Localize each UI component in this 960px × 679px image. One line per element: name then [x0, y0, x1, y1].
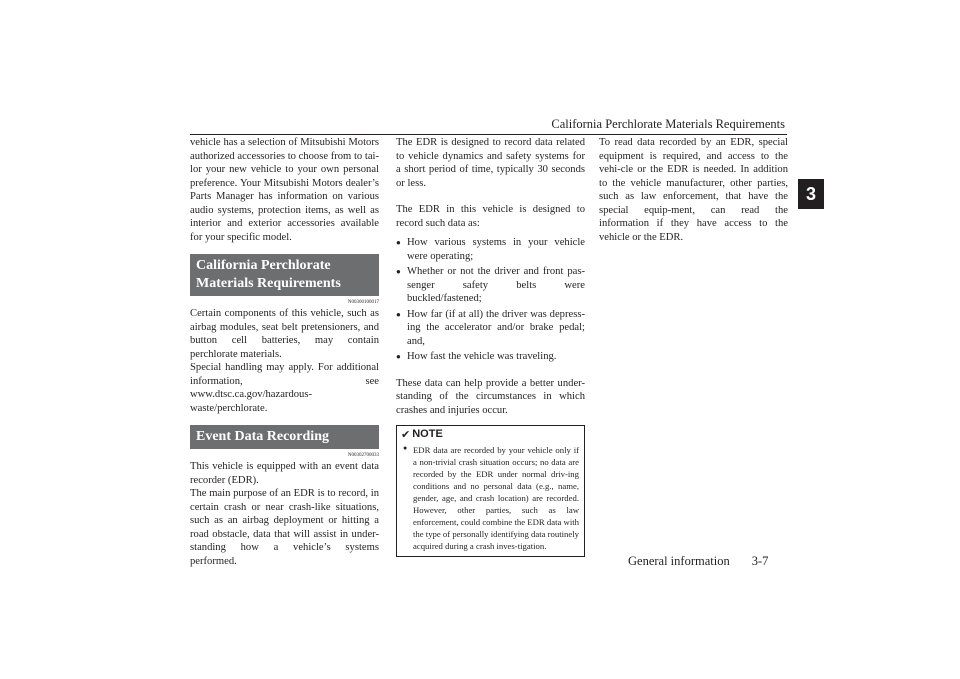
- perchlorate-paragraph-2: Special handling may apply. For additional information, see www.dtsc.ca.gov/hazardous-waste/perchlorate.: [190, 362, 379, 414]
- list-item: [396, 236, 585, 263]
- page-footer: [628, 554, 768, 569]
- note-box: [396, 425, 585, 557]
- edr-benefit-paragraph: These data can help provide a better under-standing of the circumstances in which crashes and injuries occur.: [396, 377, 585, 416]
- list-item: [396, 308, 585, 349]
- perchlorate-paragraph-1: Certain components of this vehicle, such as airbag modules, seat belt pretensioners, and button cell batteries, may contain perchlorate materials.: [190, 308, 379, 360]
- edr-paragraph-1: This vehicle is equipped with an event data recorder (EDR).: [190, 461, 379, 486]
- checkmark-icon: ✔: [401, 428, 411, 441]
- column-1: [190, 136, 379, 568]
- edr-access-paragraph: To read data recorded by an EDR, special equipment is required, and access to the vehi-cle or the EDR is needed. In addition to the vehicle manufacturer, other parties, such as law enforcement, that have the special equip-ment, can read the information if they have access to the vehicle or the EDR.: [599, 137, 788, 243]
- page-number: 3-7: [751, 554, 769, 568]
- edr-design-paragraph: The EDR is designed to record data related to vehicle dynamics and safety systems for a short period of time, typically 30 seconds or less.: [396, 137, 585, 189]
- edr-data-intro: The EDR in this vehicle is designed to record such data as:: [396, 204, 585, 229]
- edr-paragraph-2: The main purpose of an EDR is to record, in certain crash or near crash-like situations, such as an airbag deployment or hitting a road obstacle, data that will assist in under-standing how a vehicle’s systems performed.: [190, 488, 379, 567]
- note-body: EDR data are recorded by your vehicle only if a non-trivial crash situation occurs; no data are recorded by the EDR under normal driv-ing conditions and no personal data (e.g., name, gender, age, and crash location) are recorded. However, other parties, such as law enforcement, could combine the EDR data with the type of personally identifying data routinely acquired during a crash inves-tigation.: [413, 444, 579, 551]
- list-item-text: How far (if at all) the driver was depress-ing the accelerator and/or brake pedal; and,: [407, 308, 585, 347]
- note-label: NOTE: [412, 428, 443, 440]
- bullet-circle-icon: ●: [396, 309, 401, 319]
- note-text: [397, 442, 584, 552]
- running-header-title: California Perchlorate Materials Requirements: [551, 117, 785, 131]
- edr-data-list: [396, 236, 585, 364]
- note-header: [397, 426, 584, 442]
- bullet-circle-icon: ●: [396, 352, 401, 361]
- bullet-circle-icon: ●: [396, 267, 401, 276]
- bullet-circle-icon: ●: [403, 443, 408, 452]
- list-item: [396, 350, 585, 364]
- list-item-text: Whether or not the driver and front pas-senger safety belts were buckled/fastened;: [407, 266, 585, 304]
- intro-paragraph: vehicle has a selection of Mitsubishi Motors authorized accessories to choose from to tai-lor your new vehicle to your own personal preference. Your Mitsubishi Motors dealer’s Parts Manager has information on various audio systems, protection items, as well as interior and exterior accessories available for your specific model.: [190, 137, 379, 243]
- list-item-text: How fast the vehicle was traveling.: [407, 351, 557, 362]
- section-heading-perchlorate: California Perchlorate Materials Requirements: [190, 254, 379, 296]
- section-heading-edr: Event Data Recording: [190, 425, 379, 449]
- chapter-tab: 3: [798, 179, 824, 209]
- header-rule: [190, 134, 787, 135]
- list-item-text: How various systems in your vehicle were operating;: [407, 237, 585, 262]
- column-2: [396, 136, 585, 557]
- bullet-circle-icon: ●: [396, 238, 401, 247]
- section-code-perchlorate: N00300100017: [347, 300, 379, 305]
- footer-section-name: General information: [628, 554, 730, 568]
- column-3: [599, 136, 788, 244]
- section-code-edr: N00302700033: [347, 453, 379, 458]
- list-item: [396, 265, 585, 306]
